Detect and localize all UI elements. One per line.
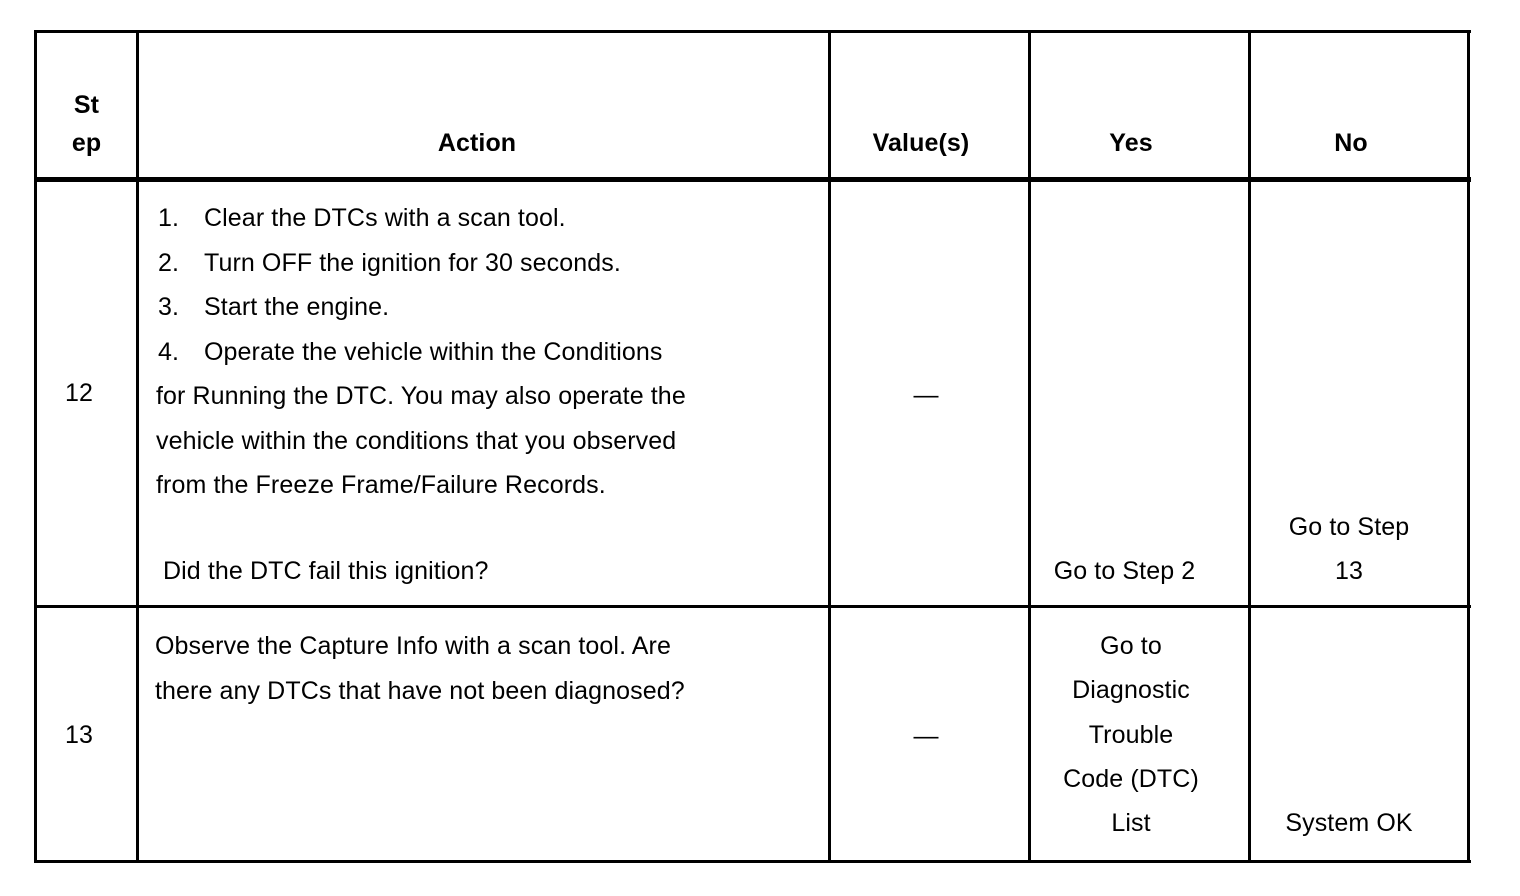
action-text-line: there any DTCs that have not been diagnosed? — [155, 677, 685, 705]
header-no: No — [1334, 129, 1368, 157]
yes-cell-line: Code (DTC) — [1063, 765, 1199, 793]
header-values: Value(s) — [872, 129, 970, 157]
row-divider — [34, 605, 1471, 608]
action-list-item — [158, 203, 566, 233]
table-top-border — [34, 30, 1471, 33]
action-list-item — [158, 337, 663, 367]
list-item-number: 4. — [158, 338, 180, 366]
list-item-number: 1. — [158, 204, 180, 232]
no-cell-line: 13 — [1334, 557, 1363, 585]
value-cell: — — [913, 722, 939, 750]
header-step-line1: St — [73, 91, 100, 119]
header-bottom-border — [34, 177, 1471, 182]
action-text-line: for Running the DTC. You may also operate the — [156, 382, 686, 410]
yes-cell-line: List — [1111, 809, 1151, 837]
yes-cell: Go to Step 2 — [1053, 557, 1196, 585]
value-cell: — — [913, 381, 939, 409]
list-item-text: Turn OFF the ignition for 30 seconds. — [204, 249, 621, 277]
header-step-line2: ep — [71, 129, 102, 157]
yes-cell-line: Go to — [1100, 632, 1162, 660]
no-cell-line: Go to Step — [1288, 513, 1410, 541]
action-list-item — [158, 292, 389, 322]
yes-cell-line: Diagnostic — [1072, 676, 1190, 704]
action-text-line: Observe the Capture Info with a scan tool. Are — [155, 632, 671, 660]
step-number: 12 — [64, 379, 93, 407]
no-cell: System OK — [1285, 809, 1413, 837]
list-item-number: 3. — [158, 293, 180, 321]
list-item-text: Clear the DTCs with a scan tool. — [204, 204, 566, 232]
list-item-text: Operate the vehicle within the Conditions — [204, 338, 663, 366]
yes-cell-line: Trouble — [1088, 721, 1174, 749]
action-question: Did the DTC fail this ignition? — [163, 557, 489, 585]
list-item-number: 2. — [158, 249, 180, 277]
action-text-line: vehicle within the conditions that you observed — [156, 427, 677, 455]
step-number: 13 — [64, 721, 93, 749]
list-item-text: Start the engine. — [204, 293, 390, 321]
header-yes: Yes — [1109, 129, 1153, 157]
table-bottom-border — [34, 860, 1471, 863]
column-border-right — [1467, 30, 1470, 863]
header-action: Action — [437, 129, 517, 157]
action-list-item — [158, 248, 621, 278]
action-text-line: from the Freeze Frame/Failure Records. — [156, 471, 606, 499]
